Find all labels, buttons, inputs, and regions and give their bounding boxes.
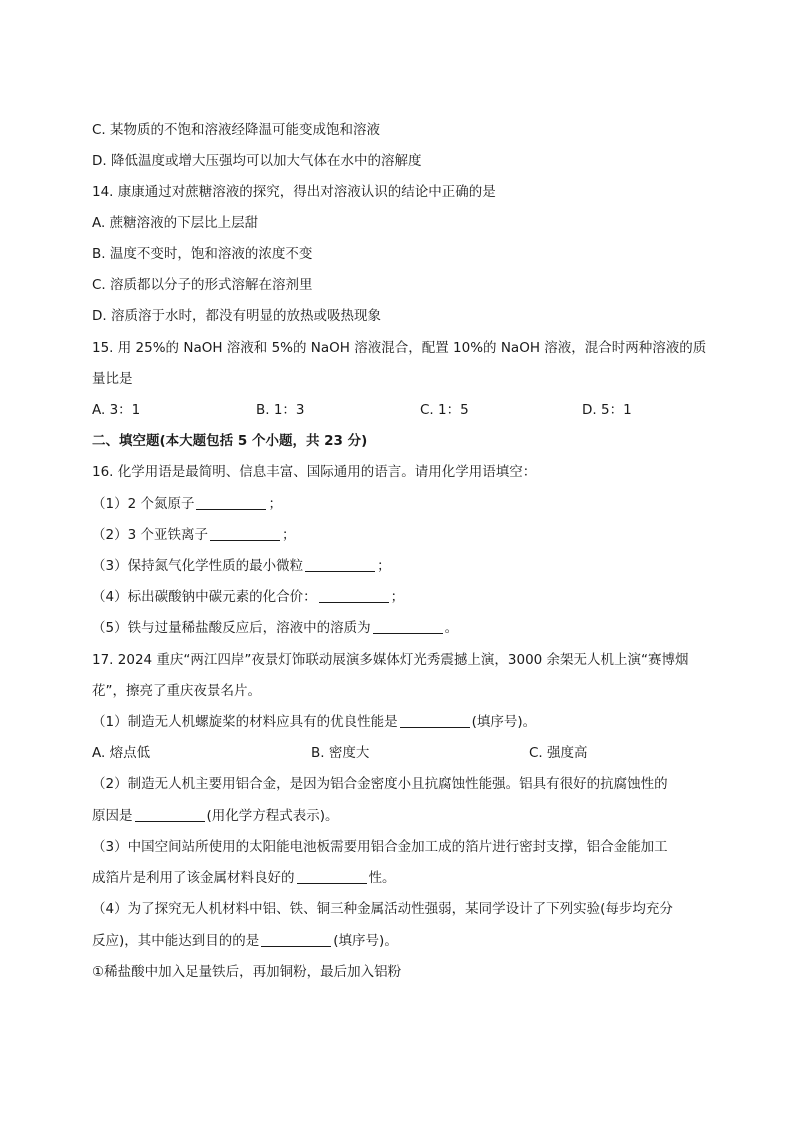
q17-item-3-line2 — [92, 868, 396, 888]
q17-stem-line2: 花”，擦亮了重庆夜景名片。 — [92, 683, 261, 699]
q17-item-4-text: 反应)，其中能达到目的的是 — [92, 933, 260, 949]
punct: ； — [281, 527, 296, 543]
q14-option-b: B. 温度不变时，饱和溶液的浓度不变 — [92, 246, 313, 262]
punct: ； — [390, 589, 405, 605]
q17-item-1-text: （1）制造无人机螺旋桨的材料应具有的优良性能是 — [92, 714, 398, 730]
q16-item-4 — [92, 587, 404, 607]
q17-item-3-line1: （3）中国空间站所使用的太阳能电池板需要用铝合金加工成的箔片进行密封支撑，铝合金能加工 — [92, 839, 668, 855]
q17-1-option-a: A. 熔点低 — [92, 745, 151, 761]
q16-item-3-text: （3）保持氮气化学性质的最小微粒 — [92, 558, 304, 574]
punct: 。 — [444, 620, 459, 636]
q14-option-c: C. 溶质都以分子的形式溶解在溶剂里 — [92, 277, 313, 293]
answer-blank[interactable] — [210, 526, 280, 541]
q17-stem-line1: 17. 2024 重庆“两江四岸”夜景灯饰联动展演多媒体灯光秀震撼上演，3000 余架无人机上演“赛博烟 — [92, 652, 689, 668]
q16-item-3 — [92, 556, 391, 576]
q16-item-5 — [92, 618, 458, 638]
q16-item-2 — [92, 525, 295, 545]
q14-stem: 14. 康康通过对蔗糖溶液的探究，得出对溶液认识的结论中正确的是 — [92, 184, 496, 200]
q17-item-4-line1: （4）为了探究无人机材料中铝、铁、铜三种金属活动性强弱，某同学设计了下列实验(每步均充分 — [92, 901, 673, 917]
answer-blank[interactable] — [261, 932, 331, 947]
q17-item-2-tail: (用化学方程式表示)。 — [206, 808, 339, 824]
q16-item-1-text: （1）2 个氮原子 — [92, 496, 195, 512]
q15-option-b: B. 1：3 — [256, 402, 305, 418]
q16-item-1 — [92, 494, 282, 514]
q15-option-c: C. 1：5 — [420, 402, 469, 418]
q16-item-5-text: （5）铁与过量稀盐酸反应后，溶液中的溶质为 — [92, 620, 371, 636]
q17-item-2-text: 原因是 — [92, 808, 133, 824]
answer-blank[interactable] — [196, 495, 266, 510]
answer-blank[interactable] — [297, 869, 367, 884]
q15-stem-line2: 量比是 — [92, 371, 133, 387]
q17-item-3-text: 成箔片是利用了该金属材料良好的 — [92, 870, 295, 886]
q17-item-4-tail: (填序号)。 — [333, 933, 398, 949]
q17-item-2-line2 — [92, 806, 339, 826]
q15-stem-line1: 15. 用 25%的 NaOH 溶液和 5%的 NaOH 溶液混合，配置 10%的 NaOH 溶液，混合时两种溶液的质 — [92, 340, 707, 356]
q17-item-4-line2 — [92, 931, 398, 951]
answer-blank[interactable] — [305, 557, 375, 572]
punct: ； — [268, 496, 282, 512]
q16-item-4-text: （4）标出碳酸钠中碳元素的化合价： — [92, 589, 317, 605]
q17-item-2-line1: （2）制造无人机主要用铝合金，是因为铝合金密度小且抗腐蚀性能强。铝具有很好的抗腐蚀性的 — [92, 776, 668, 792]
q17-item-1-tail: (填序号)。 — [471, 714, 537, 730]
q15-option-a: A. 3：1 — [92, 402, 141, 418]
q17-1-option-c: C. 强度高 — [529, 745, 588, 761]
punct: ； — [377, 558, 391, 574]
q14-option-d: D. 溶质溶于水时，都没有明显的放热或吸热现象 — [92, 308, 381, 324]
q14-option-a: A. 蔗糖溶液的下层比上层甜 — [92, 215, 259, 231]
q13-option-c: C. 某物质的不饱和溶液经降温可能变成饱和溶液 — [92, 122, 381, 138]
q17-item-1 — [92, 712, 536, 732]
answer-blank[interactable] — [135, 807, 205, 822]
q16-item-2-text: （2）3 个亚铁离子 — [92, 527, 208, 543]
q17-item-4-experiment-1: ①稀盐酸中加入足量铁后，再加铜粉，最后加入铝粉 — [92, 964, 402, 980]
q16-stem: 16. 化学用语是最简明、信息丰富、国际通用的语言。请用化学用语填空： — [92, 464, 537, 480]
answer-blank[interactable] — [373, 619, 443, 634]
q13-option-d: D. 降低温度或增大压强均可以加大气体在水中的溶解度 — [92, 153, 422, 169]
section-2-heading: 二、填空题(本大题包括 5 个小题，共 23 分) — [92, 433, 368, 449]
answer-blank[interactable] — [319, 588, 389, 603]
q15-option-d: D. 5：1 — [582, 402, 632, 418]
q17-1-option-b: B. 密度大 — [311, 745, 370, 761]
q17-item-3-tail: 性。 — [368, 870, 396, 886]
answer-blank[interactable] — [400, 713, 470, 728]
